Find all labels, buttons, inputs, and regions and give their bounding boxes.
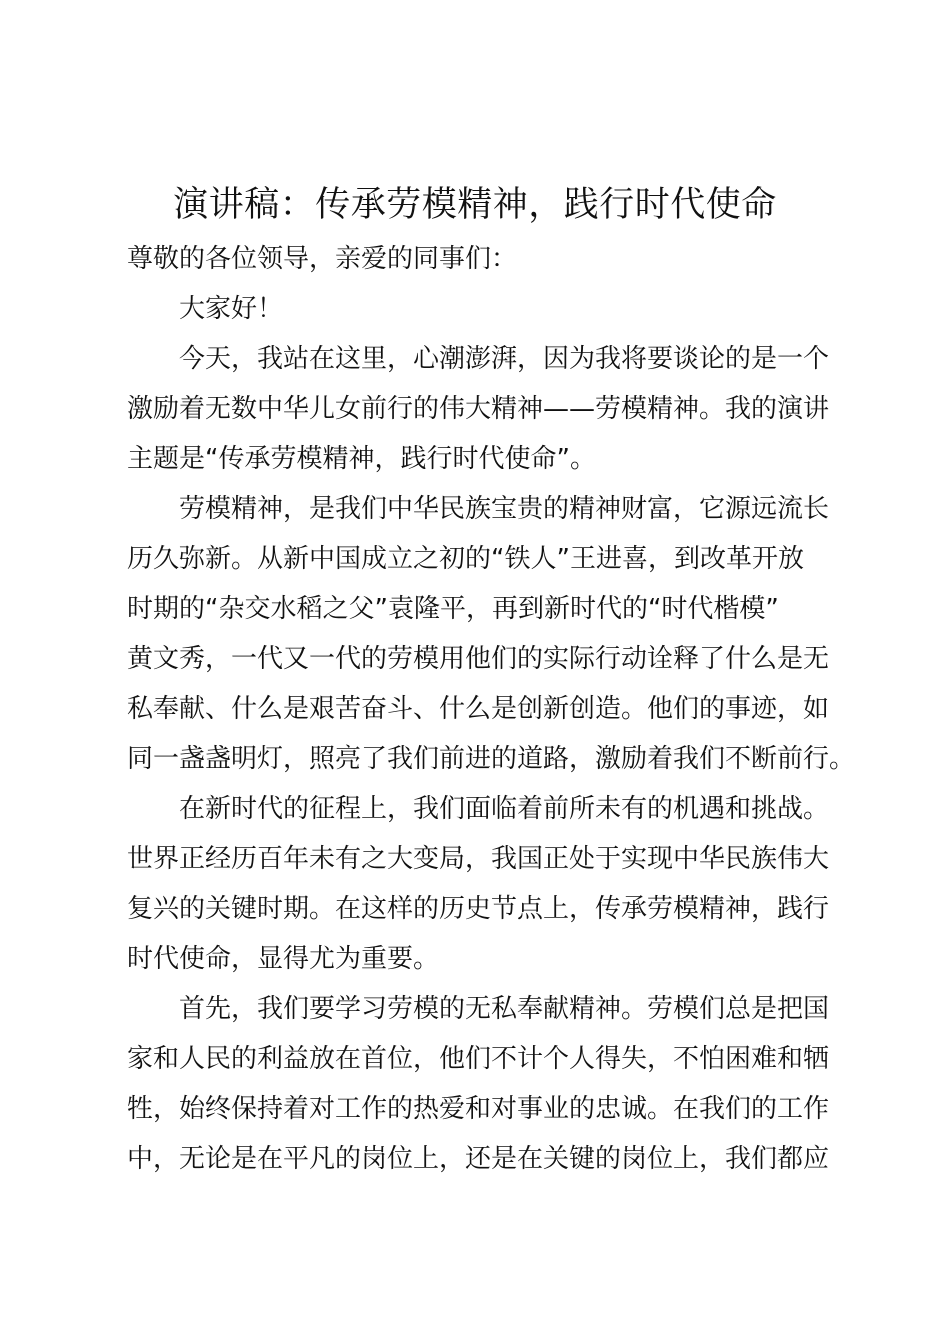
text-line: 时代使命，显得尤为重要。 xyxy=(127,944,440,974)
text-line: 黄文秀，一代又一代的劳模用他们的实际行动诠释了什么是无 xyxy=(127,644,830,674)
text-line: 激励着无数中华儿女前行的伟大精神——劳模精神。我的演讲 xyxy=(127,394,830,424)
text-line: 主题是“传承劳模精神，践行时代使命”。 xyxy=(127,444,596,474)
text-line: 世界正经历百年未有之大变局，我国正处于实现中华民族伟大 xyxy=(127,844,830,874)
text-line: 劳模精神，是我们中华民族宝贵的精神财富，它源远流长 xyxy=(179,494,830,524)
page-title: 演讲稿：传承劳模精神，践行时代使命 xyxy=(173,185,777,225)
text-line: 大家好！ xyxy=(179,294,284,324)
text-line: 中，无论是在平凡的岗位上，还是在关键的岗位上，我们都应 xyxy=(127,1144,830,1174)
text-line: 今天，我站在这里，心潮澎湃，因为我将要谈论的是一个 xyxy=(179,344,830,374)
speech-body xyxy=(127,234,856,1184)
text-line: 家和人民的利益放在首位，他们不计个人得失，不怕困难和牺 xyxy=(127,1044,830,1074)
text-line: 私奉献、什么是艰苦奋斗、什么是创新创造。他们的事迹，如 xyxy=(127,694,830,724)
text-line: 复兴的关键时期。在这样的历史节点上，传承劳模精神，践行 xyxy=(127,894,830,924)
text-line: 牲，始终保持着对工作的热爱和对事业的忠诚。在我们的工作 xyxy=(127,1094,830,1124)
text-line: 时期的“杂交水稻之父”袁隆平，再到新时代的“时代楷模” xyxy=(127,594,779,624)
text-line: 首先，我们要学习劳模的无私奉献精神。劳模们总是把国 xyxy=(179,994,830,1024)
text-line: 在新时代的征程上，我们面临着前所未有的机遇和挑战。 xyxy=(179,794,830,824)
text-line: 同一盏盏明灯，照亮了我们前进的道路，激励着我们不断前行。 xyxy=(127,744,856,774)
text-line: 历久弥新。从新中国成立之初的“铁人”王进喜，到改革开放 xyxy=(127,544,804,574)
text-line: 尊敬的各位领导，亲爱的同事们： xyxy=(127,244,518,274)
